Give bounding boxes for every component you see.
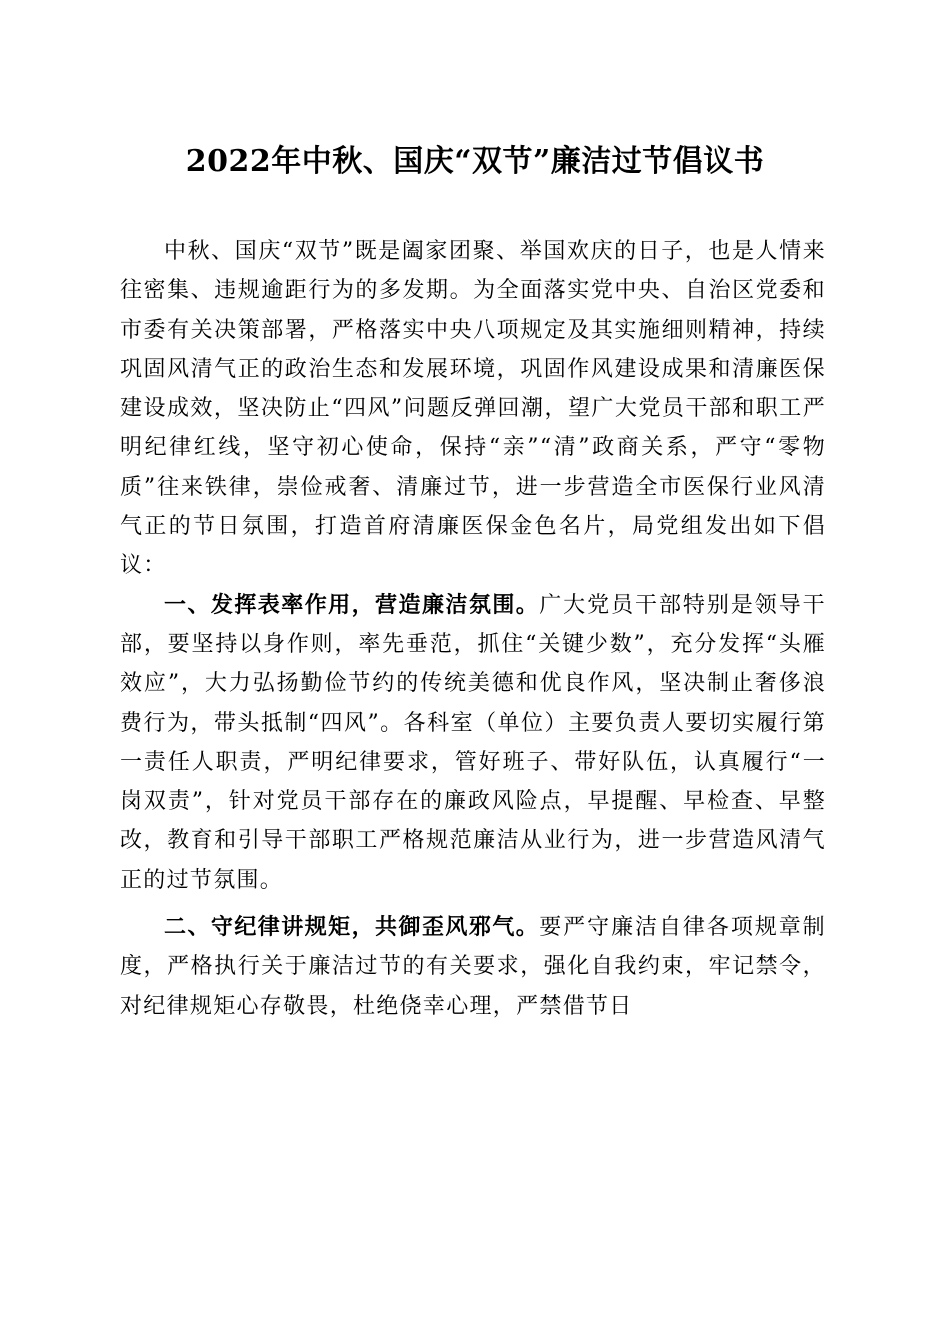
section-2-heading: 二、守纪律讲规矩，共御歪风邪气。	[164, 915, 540, 941]
section-1-paragraph	[120, 586, 826, 900]
section-1-heading: 一、发挥表率作用，营造廉洁氛围。	[164, 592, 540, 618]
section-1-text: 广大党员干部特别是领导干部，要坚持以身作则，率先垂范，抓住“关键少数”，充分发挥“头雁效应”，大力弘扬勤俭节约的传统美德和优良作风，坚决制止奢侈浪费行为，带头抵制“四风”。各科室（单位）主要负责人要切实履行第一责任人职责，严明纪律要求，管好班子、带好队伍，认真履行“一岗双责”，针对党员干部存在的廉政风险点，早提醒、早检查、早整改，教育和引导干部职工严格规范廉洁从业行为，进一步营造风清气正的过节氛围。	[120, 592, 826, 893]
section-2-text: 要严守廉洁自律各项规章制度，严格执行关于廉洁过节的有关要求，强化自我约束，牢记禁令，对纪律规矩心存敬畏，杜绝侥幸心理，严禁借节日	[120, 915, 826, 1019]
document-body	[120, 232, 826, 1026]
intro-paragraph: 中秋、国庆“双节”既是阖家团聚、举国欢庆的日子，也是人情来往密集、违规逾距行为的多发期。为全面落实党中央、自治区党委和市委有关决策部署，严格落实中央八项规定及其实施细则精神，持续巩固风清气正的政治生态和发展环境，巩固作风建设成果和清廉医保建设成效，坚决防止“四风”问题反弹回潮，望广大党员干部和职工严明纪律红线，坚守初心使命，保持“亲”“清”政商关系，严守“零物质”往来铁律，崇俭戒奢、清廉过节，进一步营造全市医保行业风清气正的节日氛围，打造首府清廉医保金色名片，局党组发出如下倡议：	[120, 239, 826, 579]
section-2-paragraph	[120, 908, 826, 1026]
document-title: 2022年中秋、国庆“双节”廉洁过节倡议书	[185, 144, 765, 179]
